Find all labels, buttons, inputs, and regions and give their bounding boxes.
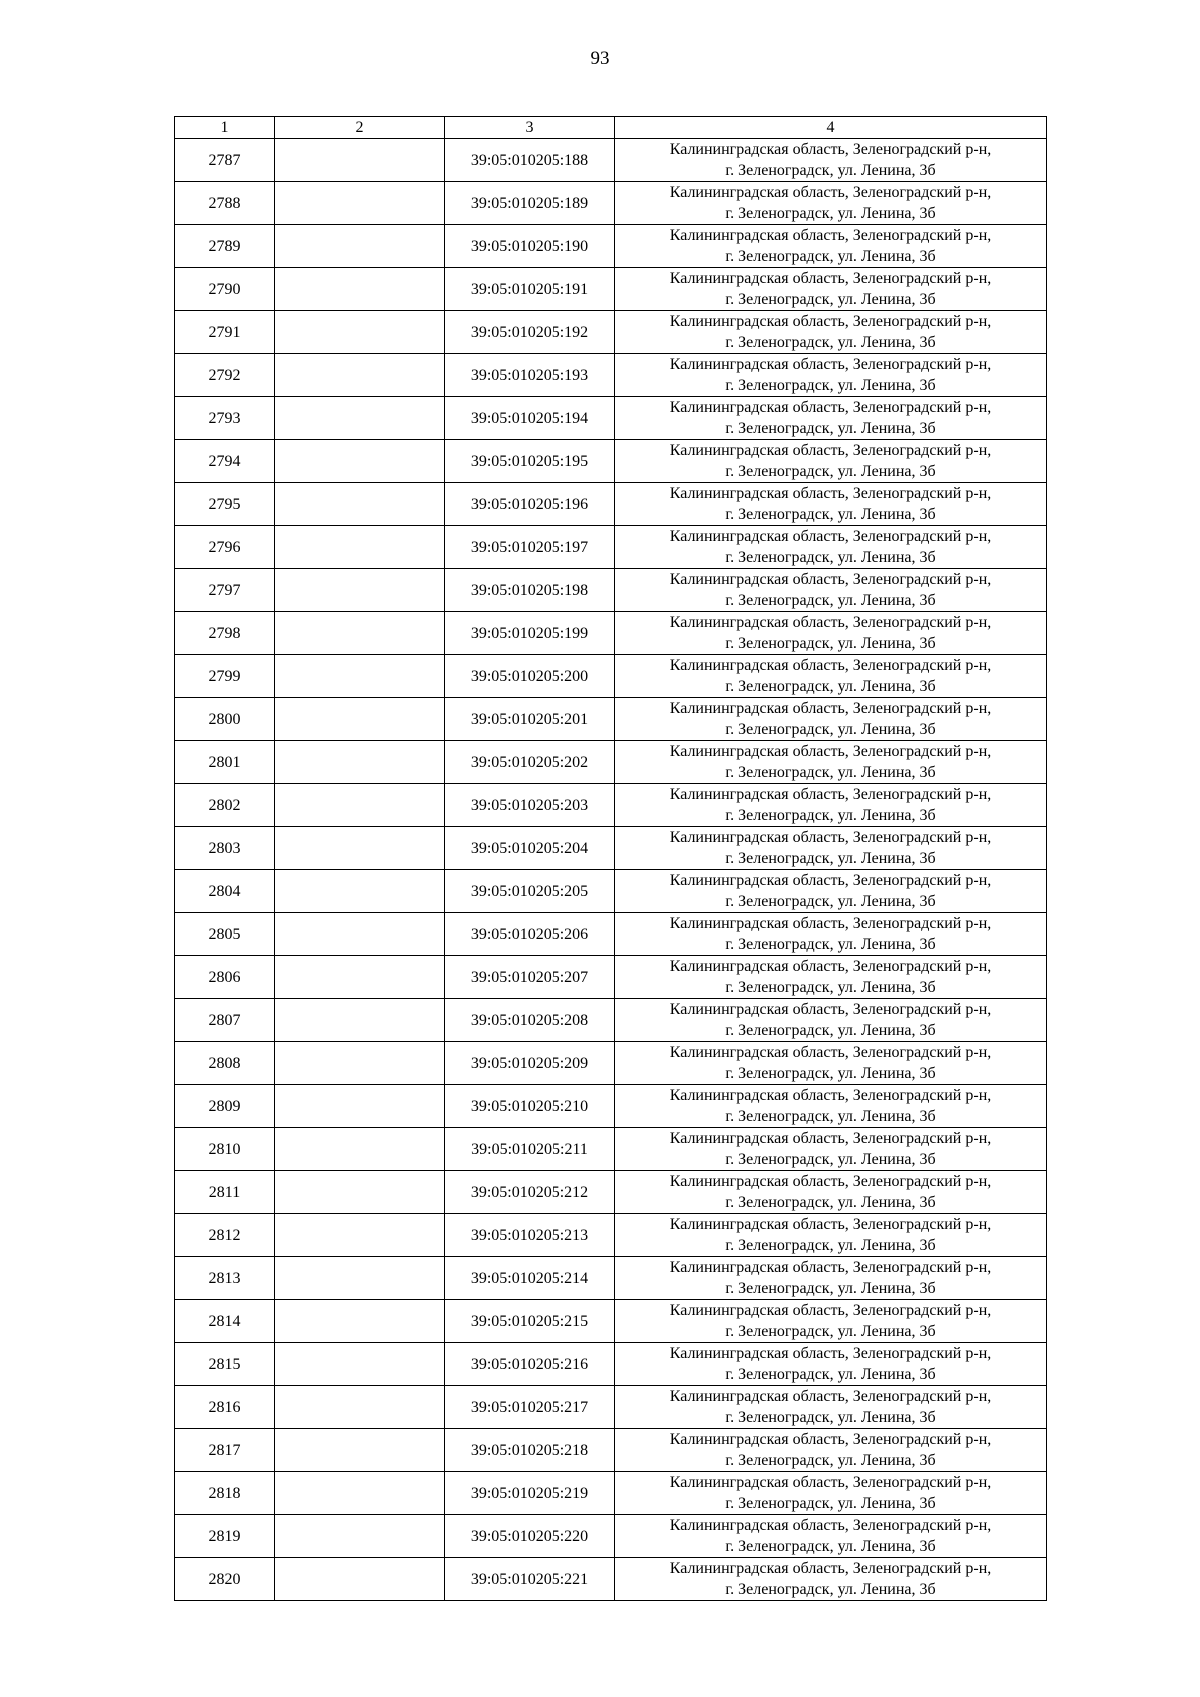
table-row bbox=[175, 1300, 1047, 1343]
address-cell bbox=[615, 1214, 1047, 1257]
address-line-1: Калининградская область, Зеленоградский р-н, bbox=[669, 657, 992, 674]
address-line-1: Калининградская область, Зеленоградский р-н, bbox=[669, 1388, 992, 1405]
table-row bbox=[175, 1171, 1047, 1214]
table-row bbox=[175, 397, 1047, 440]
address-line-1: Калининградская область, Зеленоградский р-н, bbox=[669, 270, 992, 287]
address-line-1: Калининградская область, Зеленоградский р-н, bbox=[669, 1044, 992, 1061]
cadastral-number-cell: 39:05:010205:211 bbox=[445, 1128, 615, 1171]
column-2-cell bbox=[275, 182, 445, 225]
address-line-2: г. Зеленоградск, ул. Ленина, 3б bbox=[725, 850, 936, 867]
address-cell bbox=[615, 1042, 1047, 1085]
address-cell bbox=[615, 1171, 1047, 1214]
table-row bbox=[175, 999, 1047, 1042]
row-number-cell: 2815 bbox=[175, 1343, 275, 1386]
address-line-2: г. Зеленоградск, ул. Ленина, 3б bbox=[725, 1108, 936, 1125]
cadastral-number-cell: 39:05:010205:207 bbox=[445, 956, 615, 999]
address-line-2: г. Зеленоградск, ул. Ленина, 3б bbox=[725, 635, 936, 652]
column-header-1: 1 bbox=[175, 117, 275, 139]
address-line-1: Калининградская область, Зеленоградский р-н, bbox=[669, 614, 992, 631]
column-2-cell bbox=[275, 483, 445, 526]
address-line-2: г. Зеленоградск, ул. Ленина, 3б bbox=[725, 506, 936, 523]
table-row bbox=[175, 526, 1047, 569]
row-number-cell: 2810 bbox=[175, 1128, 275, 1171]
address-line-1: Калининградская область, Зеленоградский р-н, bbox=[669, 1560, 992, 1577]
address-cell bbox=[615, 1343, 1047, 1386]
address-line-1: Калининградская область, Зеленоградский р-н, bbox=[669, 528, 992, 545]
address-cell bbox=[615, 225, 1047, 268]
address-line-2: г. Зеленоградск, ул. Ленина, 3б bbox=[725, 1495, 936, 1512]
address-line-2: г. Зеленоградск, ул. Ленина, 3б bbox=[725, 162, 936, 179]
table-row bbox=[175, 870, 1047, 913]
cadastral-number-cell: 39:05:010205:213 bbox=[445, 1214, 615, 1257]
cadastral-number-cell: 39:05:010205:215 bbox=[445, 1300, 615, 1343]
table-header bbox=[175, 117, 1047, 139]
address-cell bbox=[615, 526, 1047, 569]
address-cell bbox=[615, 311, 1047, 354]
address-line-1: Калининградская область, Зеленоградский р-н, bbox=[669, 1087, 992, 1104]
cadastral-number-cell: 39:05:010205:205 bbox=[445, 870, 615, 913]
table-row bbox=[175, 1558, 1047, 1601]
address-line-2: г. Зеленоградск, ул. Ленина, 3б bbox=[725, 807, 936, 824]
column-2-cell bbox=[275, 569, 445, 612]
address-line-2: г. Зеленоградск, ул. Ленина, 3б bbox=[725, 248, 936, 265]
address-cell bbox=[615, 440, 1047, 483]
table-row bbox=[175, 483, 1047, 526]
column-2-cell bbox=[275, 870, 445, 913]
address-cell bbox=[615, 397, 1047, 440]
registry-table bbox=[174, 116, 1047, 1601]
table-row bbox=[175, 1386, 1047, 1429]
address-line-2: г. Зеленоградск, ул. Ленина, 3б bbox=[725, 1581, 936, 1598]
row-number-cell: 2811 bbox=[175, 1171, 275, 1214]
cadastral-number-cell: 39:05:010205:197 bbox=[445, 526, 615, 569]
cadastral-number-cell: 39:05:010205:199 bbox=[445, 612, 615, 655]
address-cell bbox=[615, 1429, 1047, 1472]
column-header-3: 3 bbox=[445, 117, 615, 139]
address-line-1: Калининградская область, Зеленоградский р-н, bbox=[669, 1302, 992, 1319]
cadastral-number-cell: 39:05:010205:193 bbox=[445, 354, 615, 397]
address-cell bbox=[615, 182, 1047, 225]
cadastral-number-cell: 39:05:010205:212 bbox=[445, 1171, 615, 1214]
address-line-1: Калининградская область, Зеленоградский р-н, bbox=[669, 958, 992, 975]
address-line-2: г. Зеленоградск, ул. Ленина, 3б bbox=[725, 1323, 936, 1340]
address-cell bbox=[615, 483, 1047, 526]
address-line-1: Калининградская область, Зеленоградский р-н, bbox=[669, 1345, 992, 1362]
table-row bbox=[175, 913, 1047, 956]
column-2-cell bbox=[275, 397, 445, 440]
cadastral-number-cell: 39:05:010205:200 bbox=[445, 655, 615, 698]
row-number-cell: 2812 bbox=[175, 1214, 275, 1257]
cadastral-number-cell: 39:05:010205:220 bbox=[445, 1515, 615, 1558]
column-2-cell bbox=[275, 784, 445, 827]
row-number-cell: 2787 bbox=[175, 139, 275, 182]
cadastral-number-cell: 39:05:010205:204 bbox=[445, 827, 615, 870]
address-line-1: Калининградская область, Зеленоградский р-н, bbox=[669, 786, 992, 803]
address-cell bbox=[615, 913, 1047, 956]
address-line-1: Калининградская область, Зеленоградский р-н, bbox=[669, 1259, 992, 1276]
column-2-cell bbox=[275, 440, 445, 483]
address-line-1: Калининградская область, Зеленоградский р-н, bbox=[669, 1517, 992, 1534]
row-number-cell: 2798 bbox=[175, 612, 275, 655]
address-cell bbox=[615, 1257, 1047, 1300]
column-2-cell bbox=[275, 999, 445, 1042]
address-cell bbox=[615, 827, 1047, 870]
address-cell bbox=[615, 784, 1047, 827]
table-row bbox=[175, 1515, 1047, 1558]
cadastral-number-cell: 39:05:010205:190 bbox=[445, 225, 615, 268]
address-cell bbox=[615, 1558, 1047, 1601]
address-line-1: Калининградская область, Зеленоградский р-н, bbox=[669, 1130, 992, 1147]
address-line-1: Калининградская область, Зеленоградский р-н, bbox=[669, 829, 992, 846]
column-2-cell bbox=[275, 741, 445, 784]
address-line-2: г. Зеленоградск, ул. Ленина, 3б bbox=[725, 592, 936, 609]
address-line-2: г. Зеленоградск, ул. Ленина, 3б bbox=[725, 1237, 936, 1254]
address-line-1: Калининградская область, Зеленоградский р-н, bbox=[669, 571, 992, 588]
table-row bbox=[175, 784, 1047, 827]
address-line-1: Калининградская область, Зеленоградский р-н, bbox=[669, 915, 992, 932]
table-row bbox=[175, 655, 1047, 698]
row-number-cell: 2820 bbox=[175, 1558, 275, 1601]
address-line-2: г. Зеленоградск, ул. Ленина, 3б bbox=[725, 1538, 936, 1555]
table-body bbox=[175, 139, 1047, 1601]
column-2-cell bbox=[275, 612, 445, 655]
row-number-cell: 2816 bbox=[175, 1386, 275, 1429]
table-row bbox=[175, 139, 1047, 182]
address-line-1: Калининградская область, Зеленоградский р-н, bbox=[669, 485, 992, 502]
cadastral-number-cell: 39:05:010205:221 bbox=[445, 1558, 615, 1601]
address-line-1: Калининградская область, Зеленоградский р-н, bbox=[669, 700, 992, 717]
address-line-2: г. Зеленоградск, ул. Ленина, 3б bbox=[725, 291, 936, 308]
address-cell bbox=[615, 1300, 1047, 1343]
address-line-2: г. Зеленоградск, ул. Ленина, 3б bbox=[725, 463, 936, 480]
address-cell bbox=[615, 569, 1047, 612]
row-number-cell: 2801 bbox=[175, 741, 275, 784]
column-2-cell bbox=[275, 268, 445, 311]
cadastral-number-cell: 39:05:010205:194 bbox=[445, 397, 615, 440]
table-row bbox=[175, 268, 1047, 311]
table-row bbox=[175, 569, 1047, 612]
address-line-1: Калининградская область, Зеленоградский р-н, bbox=[669, 1173, 992, 1190]
cadastral-number-cell: 39:05:010205:196 bbox=[445, 483, 615, 526]
row-number-cell: 2797 bbox=[175, 569, 275, 612]
address-line-2: г. Зеленоградск, ул. Ленина, 3б bbox=[725, 1194, 936, 1211]
column-2-cell bbox=[275, 354, 445, 397]
row-number-cell: 2818 bbox=[175, 1472, 275, 1515]
address-line-2: г. Зеленоградск, ул. Ленина, 3б bbox=[725, 1452, 936, 1469]
address-line-1: Калининградская область, Зеленоградский р-н, bbox=[669, 1001, 992, 1018]
column-header-2: 2 bbox=[275, 117, 445, 139]
cadastral-number-cell: 39:05:010205:216 bbox=[445, 1343, 615, 1386]
table-row bbox=[175, 225, 1047, 268]
address-line-1: Калининградская область, Зеленоградский р-н, bbox=[669, 141, 992, 158]
table-row bbox=[175, 1429, 1047, 1472]
address-line-1: Калининградская область, Зеленоградский р-н, bbox=[669, 872, 992, 889]
address-cell bbox=[615, 956, 1047, 999]
row-number-cell: 2794 bbox=[175, 440, 275, 483]
row-number-cell: 2796 bbox=[175, 526, 275, 569]
address-line-2: г. Зеленоградск, ул. Ленина, 3б bbox=[725, 1366, 936, 1383]
cadastral-number-cell: 39:05:010205:195 bbox=[445, 440, 615, 483]
cadastral-number-cell: 39:05:010205:206 bbox=[445, 913, 615, 956]
table-row bbox=[175, 827, 1047, 870]
table-row bbox=[175, 1042, 1047, 1085]
cadastral-number-cell: 39:05:010205:210 bbox=[445, 1085, 615, 1128]
address-line-1: Калининградская область, Зеленоградский р-н, bbox=[669, 743, 992, 760]
cadastral-number-cell: 39:05:010205:209 bbox=[445, 1042, 615, 1085]
cadastral-number-cell: 39:05:010205:214 bbox=[445, 1257, 615, 1300]
column-2-cell bbox=[275, 1300, 445, 1343]
address-line-2: г. Зеленоградск, ул. Ленина, 3б bbox=[725, 1151, 936, 1168]
address-line-2: г. Зеленоградск, ул. Ленина, 3б bbox=[725, 979, 936, 996]
column-2-cell bbox=[275, 1257, 445, 1300]
column-2-cell bbox=[275, 827, 445, 870]
cadastral-number-cell: 39:05:010205:191 bbox=[445, 268, 615, 311]
row-number-cell: 2799 bbox=[175, 655, 275, 698]
cadastral-number-cell: 39:05:010205:219 bbox=[445, 1472, 615, 1515]
table-row bbox=[175, 1472, 1047, 1515]
row-number-cell: 2804 bbox=[175, 870, 275, 913]
table-row bbox=[175, 1214, 1047, 1257]
row-number-cell: 2813 bbox=[175, 1257, 275, 1300]
column-2-cell bbox=[275, 1472, 445, 1515]
cadastral-number-cell: 39:05:010205:202 bbox=[445, 741, 615, 784]
table-row bbox=[175, 354, 1047, 397]
table-row bbox=[175, 1343, 1047, 1386]
address-line-1: Калининградская область, Зеленоградский р-н, bbox=[669, 1431, 992, 1448]
address-line-2: г. Зеленоградск, ул. Ленина, 3б bbox=[725, 1409, 936, 1426]
column-2-cell bbox=[275, 1085, 445, 1128]
address-line-2: г. Зеленоградск, ул. Ленина, 3б bbox=[725, 205, 936, 222]
row-number-cell: 2805 bbox=[175, 913, 275, 956]
address-line-1: Калининградская область, Зеленоградский р-н, bbox=[669, 1216, 992, 1233]
column-2-cell bbox=[275, 1214, 445, 1257]
cadastral-number-cell: 39:05:010205:217 bbox=[445, 1386, 615, 1429]
address-line-2: г. Зеленоградск, ул. Ленина, 3б bbox=[725, 377, 936, 394]
table-row bbox=[175, 741, 1047, 784]
table-row bbox=[175, 1257, 1047, 1300]
column-2-cell bbox=[275, 1343, 445, 1386]
column-2-cell bbox=[275, 1042, 445, 1085]
cadastral-number-cell: 39:05:010205:203 bbox=[445, 784, 615, 827]
address-cell bbox=[615, 1515, 1047, 1558]
address-line-1: Калининградская область, Зеленоградский р-н, bbox=[669, 184, 992, 201]
cadastral-number-cell: 39:05:010205:189 bbox=[445, 182, 615, 225]
table-row bbox=[175, 956, 1047, 999]
address-cell bbox=[615, 870, 1047, 913]
column-2-cell bbox=[275, 913, 445, 956]
address-line-2: г. Зеленоградск, ул. Ленина, 3б bbox=[725, 764, 936, 781]
address-cell bbox=[615, 268, 1047, 311]
page-number: 93 bbox=[590, 48, 610, 69]
address-cell bbox=[615, 655, 1047, 698]
address-line-2: г. Зеленоградск, ул. Ленина, 3б bbox=[725, 893, 936, 910]
address-line-2: г. Зеленоградск, ул. Ленина, 3б bbox=[725, 549, 936, 566]
address-line-2: г. Зеленоградск, ул. Ленина, 3б bbox=[725, 1022, 936, 1039]
column-2-cell bbox=[275, 1171, 445, 1214]
address-cell bbox=[615, 354, 1047, 397]
address-line-1: Калининградская область, Зеленоградский р-н, bbox=[669, 313, 992, 330]
address-line-2: г. Зеленоградск, ул. Ленина, 3б bbox=[725, 420, 936, 437]
table-row bbox=[175, 1128, 1047, 1171]
address-cell bbox=[615, 1085, 1047, 1128]
row-number-cell: 2792 bbox=[175, 354, 275, 397]
column-2-cell bbox=[275, 1515, 445, 1558]
address-cell bbox=[615, 999, 1047, 1042]
address-line-2: г. Зеленоградск, ул. Ленина, 3б bbox=[725, 721, 936, 738]
row-number-cell: 2800 bbox=[175, 698, 275, 741]
row-number-cell: 2807 bbox=[175, 999, 275, 1042]
cadastral-number-cell: 39:05:010205:198 bbox=[445, 569, 615, 612]
row-number-cell: 2817 bbox=[175, 1429, 275, 1472]
column-2-cell bbox=[275, 1386, 445, 1429]
table-row bbox=[175, 182, 1047, 225]
table-row bbox=[175, 1085, 1047, 1128]
address-cell bbox=[615, 139, 1047, 182]
column-header-4: 4 bbox=[615, 117, 1047, 139]
address-line-2: г. Зеленоградск, ул. Ленина, 3б bbox=[725, 936, 936, 953]
column-2-cell bbox=[275, 1558, 445, 1601]
row-number-cell: 2790 bbox=[175, 268, 275, 311]
row-number-cell: 2814 bbox=[175, 1300, 275, 1343]
column-2-cell bbox=[275, 311, 445, 354]
cadastral-number-cell: 39:05:010205:188 bbox=[445, 139, 615, 182]
row-number-cell: 2808 bbox=[175, 1042, 275, 1085]
column-2-cell bbox=[275, 225, 445, 268]
row-number-cell: 2819 bbox=[175, 1515, 275, 1558]
address-line-1: Калининградская область, Зеленоградский р-н, bbox=[669, 227, 992, 244]
row-number-cell: 2793 bbox=[175, 397, 275, 440]
table-row bbox=[175, 311, 1047, 354]
address-line-1: Калининградская область, Зеленоградский р-н, bbox=[669, 442, 992, 459]
table-row bbox=[175, 612, 1047, 655]
address-cell bbox=[615, 1386, 1047, 1429]
header-row bbox=[175, 117, 1047, 139]
table-row bbox=[175, 440, 1047, 483]
address-cell bbox=[615, 1128, 1047, 1171]
column-2-cell bbox=[275, 698, 445, 741]
column-2-cell bbox=[275, 956, 445, 999]
address-line-1: Калининградская область, Зеленоградский р-н, bbox=[669, 356, 992, 373]
address-cell bbox=[615, 612, 1047, 655]
row-number-cell: 2795 bbox=[175, 483, 275, 526]
column-2-cell bbox=[275, 139, 445, 182]
column-2-cell bbox=[275, 526, 445, 569]
column-2-cell bbox=[275, 1128, 445, 1171]
row-number-cell: 2809 bbox=[175, 1085, 275, 1128]
row-number-cell: 2791 bbox=[175, 311, 275, 354]
address-line-1: Калининградская область, Зеленоградский р-н, bbox=[669, 399, 992, 416]
table-row bbox=[175, 698, 1047, 741]
cadastral-number-cell: 39:05:010205:192 bbox=[445, 311, 615, 354]
row-number-cell: 2803 bbox=[175, 827, 275, 870]
address-line-2: г. Зеленоградск, ул. Ленина, 3б bbox=[725, 1065, 936, 1082]
address-line-2: г. Зеленоградск, ул. Ленина, 3б bbox=[725, 678, 936, 695]
row-number-cell: 2788 bbox=[175, 182, 275, 225]
cadastral-number-cell: 39:05:010205:208 bbox=[445, 999, 615, 1042]
row-number-cell: 2789 bbox=[175, 225, 275, 268]
row-number-cell: 2802 bbox=[175, 784, 275, 827]
address-line-2: г. Зеленоградск, ул. Ленина, 3б bbox=[725, 1280, 936, 1297]
address-line-1: Калининградская область, Зеленоградский р-н, bbox=[669, 1474, 992, 1491]
address-cell bbox=[615, 741, 1047, 784]
column-2-cell bbox=[275, 655, 445, 698]
row-number-cell: 2806 bbox=[175, 956, 275, 999]
address-line-2: г. Зеленоградск, ул. Ленина, 3б bbox=[725, 334, 936, 351]
column-2-cell bbox=[275, 1429, 445, 1472]
cadastral-number-cell: 39:05:010205:201 bbox=[445, 698, 615, 741]
address-cell bbox=[615, 1472, 1047, 1515]
cadastral-number-cell: 39:05:010205:218 bbox=[445, 1429, 615, 1472]
address-cell bbox=[615, 698, 1047, 741]
